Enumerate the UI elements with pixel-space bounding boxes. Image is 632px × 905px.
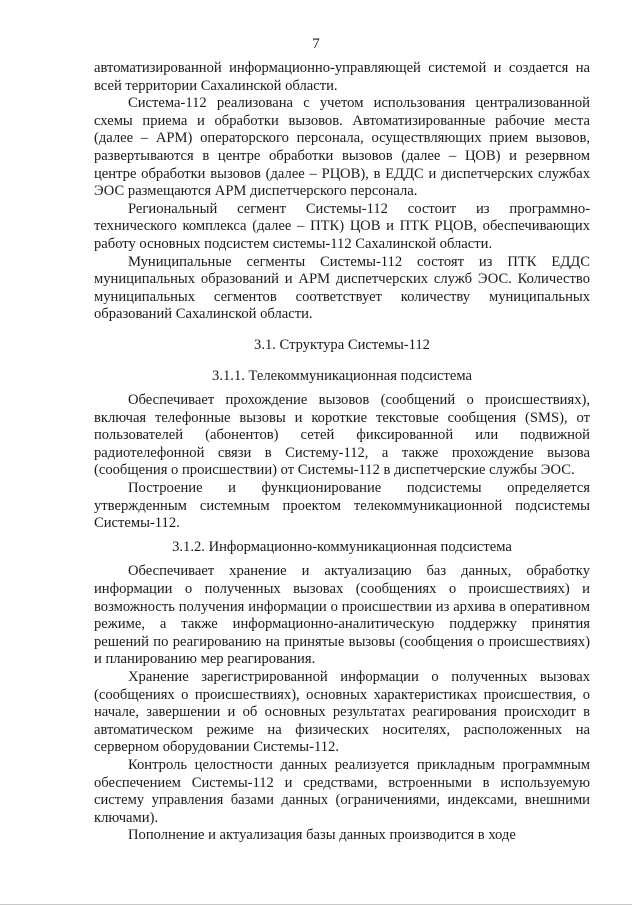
paragraph: Система-112 реализована с учетом использования централизованной схемы приема и обработки вызовов. Автоматизированные рабочие места (далее – АРМ) операторского персонала, осуществляющих прием вызовов, развертываются в центре обработки вызовов (далее – ЦОВ) и резервном центре обработки вызовов (далее – РЦОВ), в ЕДДС и диспетчерских службах ЭОС размещаются АРМ диспетчерского персонала. <box>94 95 590 200</box>
paragraph: Региональный сегмент Системы-112 состоит из программно-технического комплекса (далее – ПТК) ЦОВ и ПТК РЦОВ, обеспечивающих работу основных подсистем системы-112 Сахалинской области. <box>94 200 590 252</box>
paragraph: Обеспечивает прохождение вызовов (сообщений о происшествиях), включая телефонные вызовы и короткие текстовые сообщения (SMS), от пользователей (абонентов) сетей фиксированной или подвижной радиотелефонной связи в Систему-112, а также прохождение вызова (сообщения о происшествии) от Системы-112 в диспетчерские службы ЭОС. <box>94 392 590 479</box>
subsection-heading-telecom: 3.1.1. Телекоммуникационная подсистема <box>212 367 472 384</box>
section-heading: 3.1. Структура Системы-112 <box>254 336 430 353</box>
paragraph: Хранение зарегистрированной информации о полученных вызовах (сообщениях о происшествиях), основных характеристиках происшествия, о начале, завершении и об основных результатах реагирования происходит в автоматическом режиме на физических носителях, расположенных на серверном оборудовании Системы-112. <box>94 669 590 756</box>
paragraph: Обеспечивает хранение и актуализацию баз данных, обработку информации о полученных вызовах (сообщениях о происшествиях) и возможность получения информации о происшествии из архива в оперативном режиме, а также информационно-аналитическую поддержку принятия решений по реагированию на принятые вызовы (сообщения о происшествиях) и планированию мер реагирования. <box>94 563 590 668</box>
paragraph: Контроль целостности данных реализуется прикладным программным обеспечением Системы-112 и средствами, встроенными в используемую систему управления базами данных (ограничениями, индексами, внешними ключами). <box>94 756 590 826</box>
subsection-heading-info-comm: 3.1.2. Информационно-коммуникационная подсистема <box>172 538 512 555</box>
paragraph: Построение и функционирование подсистемы определяется утвержденным системным проектом телекоммуникационной подсистемы Системы-112. <box>94 480 590 532</box>
paragraph: автоматизированной информационно-управляющей системой и создается на всей территории Сахалинской области. <box>94 60 590 94</box>
page-number: 7 <box>312 36 320 52</box>
paragraph: Пополнение и актуализация базы данных производится в ходе <box>128 827 516 844</box>
document-body <box>94 60 590 845</box>
paragraph: Муниципальные сегменты Системы-112 состоят из ПТК ЕДДС муниципальных образований и АРМ диспетчерских служб ЭОС. Количество муниципальных сегментов соответствует количеству муниципальных образований Сахалинской области. <box>94 253 590 323</box>
